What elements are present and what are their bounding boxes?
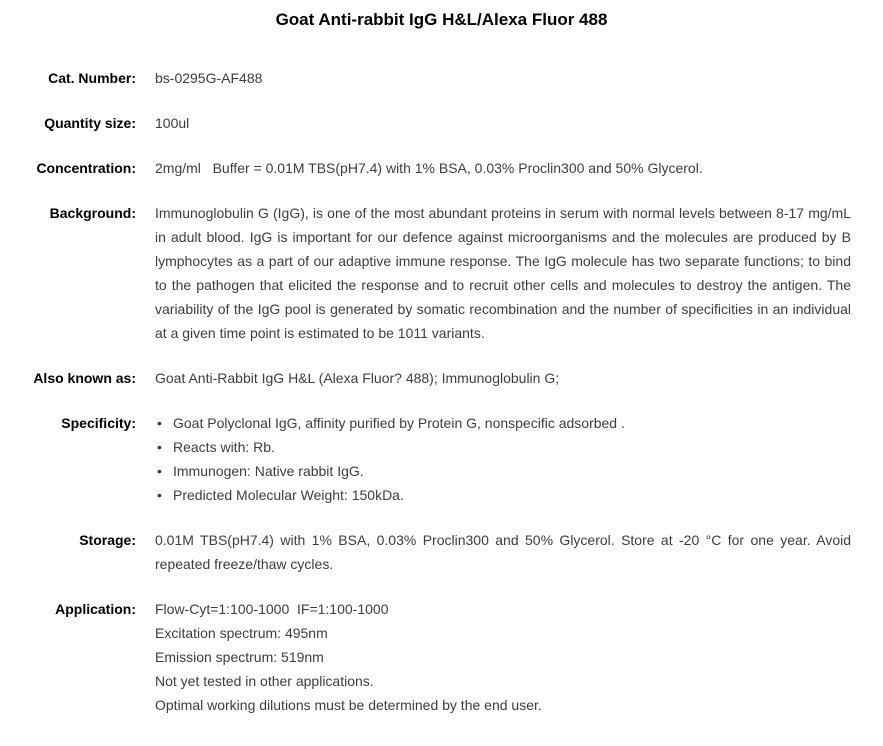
field-label-background: Background: (49, 205, 136, 221)
field-value-quantity-size: 100ul (155, 115, 190, 131)
field-row-quantity-size (0, 111, 883, 135)
field-value-background: Immunoglobulin G (IgG), is one of the most abundant proteins in serum with normal levels between 8-17 mg/mL in adult blood. IgG is important for our defence against microorganisms and the molecules are produced by B lymphocytes as a part of our adaptive immune response. The IgG molecule has two separate functions; to bind to the pathogen that elicited the response and to recruit other cells and molecules to destroy the antigen. The variability of the IgG pool is generated by somatic recombination and the number of specificities in an individual at a given time point is estimated to be 1011 variants. (155, 205, 851, 341)
field-value-storage: 0.01M TBS(pH7.4) with 1% BSA, 0.03% Proclin300 and 50% Glycerol. Store at -20 °C for one year. Avoid repeated freeze/thaw cycles. (155, 532, 851, 572)
field-row-application (0, 597, 883, 717)
field-label-also-known-as: Also known as: (33, 370, 136, 386)
field-label-specificity: Specificity: (61, 415, 136, 431)
application-line: Emission spectrum: 519nm (155, 649, 324, 665)
list-item: • Predicted Molecular Weight: 150kDa. (155, 483, 851, 507)
list-item: • Goat Polyclonal IgG, affinity purified by Protein G, nonspecific adsorbed . (155, 411, 851, 435)
field-row-specificity (0, 411, 883, 507)
application-line: Not yet tested in other applications. (155, 673, 374, 689)
field-row-storage (0, 528, 883, 576)
field-label-storage: Storage: (79, 532, 136, 548)
page-title: Goat Anti-rabbit IgG H&L/Alexa Fluor 488 (275, 10, 608, 29)
list-item: • Reacts with: Rb. (155, 435, 851, 459)
field-value-also-known-as: Goat Anti-Rabbit IgG H&L (Alexa Fluor? 488); Immunoglobulin G; (155, 370, 560, 386)
application-line: Flow-Cyt=1:100-1000 IF=1:100-1000 (155, 601, 389, 617)
field-label-cat-number: Cat. Number: (48, 70, 136, 86)
field-row-cat-number (0, 66, 883, 90)
field-row-concentration (0, 156, 883, 180)
field-value-concentration: 2mg/ml Buffer = 0.01M TBS(pH7.4) with 1% BSA, 0.03% Proclin300 and 50% Glycerol. (155, 160, 703, 176)
field-row-also-known-as (0, 366, 883, 390)
application-line: Optimal working dilutions must be determined by the end user. (155, 697, 542, 713)
list-item: • Immunogen: Native rabbit IgG. (155, 459, 851, 483)
specificity-list (136, 411, 883, 507)
field-row-background (0, 201, 883, 345)
field-label-quantity-size: Quantity size: (44, 115, 136, 131)
application-line: Excitation spectrum: 495nm (155, 625, 328, 641)
field-label-application: Application: (55, 601, 136, 617)
field-value-cat-number: bs-0295G-AF488 (155, 70, 263, 86)
field-value-application (136, 597, 883, 717)
field-label-concentration: Concentration: (36, 160, 136, 176)
